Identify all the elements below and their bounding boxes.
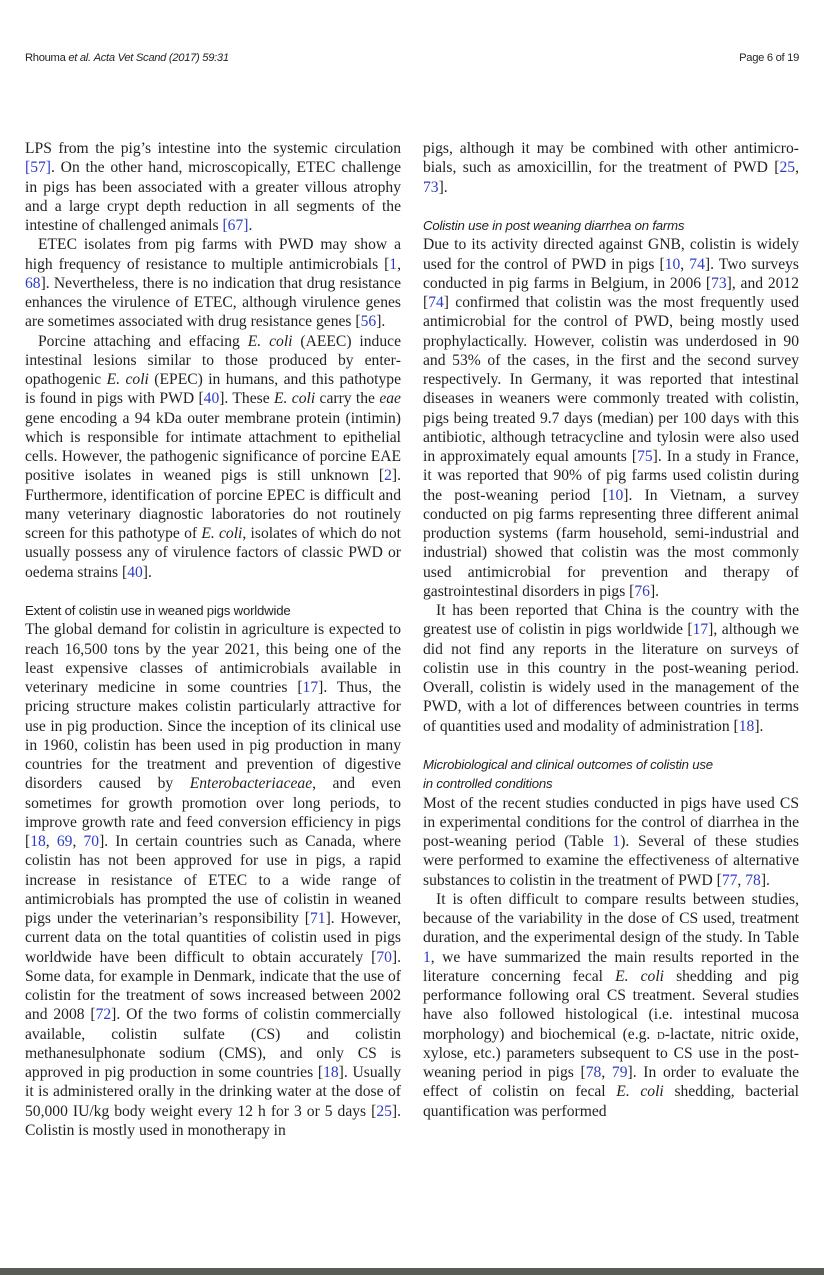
citation-link[interactable]: 69 bbox=[56, 833, 73, 850]
paragraph: It has been reported that China is the country with the greatest use of colistin in pigs worldwide [17], although we did not find any reports in the literature on surveys of colistin use in this country in the post-weaning period. Overall, colistin is widely used in the management of the PWD, with a lot of differences between countries in terms of quantities used and modality of administration [18]. bbox=[423, 602, 799, 735]
left-column bbox=[25, 139, 401, 1140]
paragraph: Most of the recent studies conducted in pigs have used CS in experimental conditions for the control of diarrhea in the post-weaning period (Table 1). Several of these studies were performed to examine the effectiveness of alternative substances to colistin in the treatment of PWD [77, 78]. bbox=[423, 794, 799, 889]
citation-link[interactable]: 17 bbox=[692, 621, 709, 639]
table-link[interactable]: 1 bbox=[423, 948, 431, 966]
citation-link[interactable]: 2 bbox=[384, 467, 392, 485]
citation-link[interactable]: 78 bbox=[585, 1064, 602, 1081]
section-gap bbox=[423, 736, 799, 755]
section-gap bbox=[25, 582, 401, 601]
citation-link[interactable]: 70 bbox=[83, 833, 100, 850]
citation-link[interactable]: 71 bbox=[309, 910, 326, 927]
running-head bbox=[25, 52, 799, 66]
paragraph: LPS from the pig’s intestine into the systemic circulation [57]. On the other hand, microscopically, ETEC challenge in pigs has been associated with a greater villous atrophy and a large crypt depth reduction in all segments of the intestine of challenged animals [67]. bbox=[25, 140, 401, 234]
citation-link[interactable]: 18 bbox=[323, 1064, 339, 1081]
paragraph: The global demand for colistin in agriculture is expected to reach 16,500 tons by the year 2021, this being one of the least expensive classes of antimicrobials available in veterinary medicine in some countries [17]. Thus, the pricing structure makes colistin particularly attractive for use in pig production. Since the inception of its clinical use in 1960, colistin has been used in pig production in many countries for the treatment and prevention of digestive disorders caused by Enterobacteriaceae, and even sometimes for growth promotion over long periods, to improve growth rate and feed conversion efficiency in pigs [18, 69, 70]. In certain countries such as Canada, where colistin has not been approved for use in pigs, a rapid increase in resistance of ETEC to a wide range of antimicrobials has prompted the use of colistin in weaned pigs under the veterinarian’s responsibility [71]. However, current data on the total quantities of colistin used in pigs worldwide have been difficult to obtain accurately [70]. Some data, for example in Denmark, indicate that the use of colistin for the treatment of sows increased between 2002 and 2008 [72]. Of the two forms of colistin commercially available, colistin sulfate (CS) and colistin methanesulphonate sodium (CMS), and only CS is approved in pig production in some countries [18]. Usually it is administered orally in the drinking water at the dose of 50,000 IU/kg body weight every 12 h for 3 or 5 days [25]. Colistin is mostly used in monotherapy in bbox=[25, 621, 402, 1139]
citation-link[interactable]: 68 bbox=[25, 274, 41, 292]
citation-link[interactable]: 10 bbox=[664, 255, 681, 273]
citation-link[interactable]: 18 bbox=[738, 717, 755, 735]
citation-link[interactable]: 70 bbox=[376, 948, 392, 966]
citation-link[interactable]: 40 bbox=[127, 563, 143, 581]
citation-link[interactable]: 56 bbox=[360, 313, 377, 331]
table-link[interactable]: 1 bbox=[612, 833, 621, 850]
page-number: Page 6 of 19 bbox=[739, 52, 799, 64]
citation-link[interactable]: [67] bbox=[222, 217, 249, 234]
citation-link[interactable]: 76 bbox=[634, 582, 650, 600]
viewer-bottom-bar bbox=[0, 1268, 824, 1275]
citation-link[interactable]: 1 bbox=[389, 255, 398, 273]
citation-link[interactable]: 79 bbox=[611, 1064, 628, 1081]
citation-link[interactable]: 77 bbox=[721, 871, 738, 889]
paragraph: It is often difficult to compare results between studies, because of the variability in the dose of CS used, treatment duration, and the experimental design of the study. In Table 1, we have summarized the main results reported in the literature concerning fecal E. coli shedding and pig performance following oral CS treatment. Several studies have also followed histological (i.e. intestinal mucosa morphology) and biochemical (e.g. d-lactate, nitric oxide, xylose, etc.) parameters subsequent to CS use in the post-weaning period in pigs [78, 79]. In order to evaluate the effect of colistin on fecal E. coli shedding, bacterial quantification was performed bbox=[423, 890, 800, 1120]
section-heading: Extent of colistin use in weaned pigs worldwide bbox=[25, 603, 291, 618]
paragraph: pigs, although it may be combined with other antimicrobials, such as amoxicillin, for the treatment of PWD [25, 73]. bbox=[423, 140, 799, 196]
right-column bbox=[423, 139, 799, 1121]
citation-link[interactable]: 18 bbox=[30, 833, 46, 850]
section-gap bbox=[423, 197, 799, 216]
citation-link[interactable]: 75 bbox=[637, 448, 653, 465]
paragraph: Due to its activity directed against GNB, colistin is widely used for the control of PWD in pigs [10, 74]. Two surveys conducted in pig farms in Belgium, in 2006 [73], and 2012 [74] confirmed that colistin was the most frequently used antimicrobial for the control of PWD, being mostly used prophylactically. However, colistin was underdosed in 90 and 53% of the cases, in the first and the second survey respectively. In Germany, it was reported that intestinal diseases in weaners were commonly treated with colistin, pigs being treated 9.7 days (median) per 100 days with this antibiotic, although tetracycline and tylosin were also used in approximately equal amounts [75]. In a study in France, it was reported that 90% of pig farms used colistin during the post-weaning period [10]. In Vietnam, a survey conducted on pig farms representing three different animal production systems (farm household, semi-industrial and industrial) showed that colistin was the most commonly used antimicrobial for prevention and therapy of gastrointestinal disorders in pigs [76]. bbox=[423, 236, 800, 600]
citation-link[interactable]: 78 bbox=[745, 871, 761, 889]
article-citation: Rhouma et al. Acta Vet Scand (2017) 59:31 bbox=[25, 52, 229, 64]
citation-link[interactable]: 74 bbox=[689, 255, 705, 273]
citation-link[interactable]: 25 bbox=[376, 1102, 392, 1120]
citation-link[interactable]: 72 bbox=[95, 1006, 112, 1024]
citation-link[interactable]: 73 bbox=[711, 274, 727, 292]
citation-link[interactable]: 74 bbox=[428, 294, 444, 311]
citation-link[interactable]: 17 bbox=[302, 679, 319, 696]
paragraph: ETEC isolates from pig farms with PWD may show a high frequency of resistance to multiple antimicrobials [1, 68]. Nevertheless, there is no indication that drug resistance enhances the virulence of ETEC, although virulence genes are sometimes associated with drug resistance genes [56]. bbox=[25, 236, 401, 331]
citation-link[interactable]: 73 bbox=[423, 178, 439, 196]
citation-link[interactable]: 10 bbox=[607, 486, 624, 504]
citation-link[interactable]: [57] bbox=[25, 159, 51, 177]
subsection-heading: Microbiological and clinical outcomes of colistin use in controlled conditions bbox=[423, 757, 713, 792]
subsection-heading: Colistin use in post weaning diarrhea on farms bbox=[423, 218, 685, 233]
paragraph: Porcine attaching and effacing E. coli (AEEC) induce intestinal lesions similar to those produced by enteropathogenic E. coli (EPEC) in humans, and this pathotype is found in pigs with PWD [40]. These E. coli carry the eae gene encoding a 94 kDa outer membrane protein (intimin) which is responsible for intimate attachment to epithelial cells. However, the pathogenic significance of porcine EAE positive isolates in weaned pigs is still unknown [2]. Furthermore, identification of porcine EPEC is difficult and many veterinary diagnostic laboratories do not routinely screen for this pathotype of E. coli, isolates of which do not usually possess any of virulence factors of classic PWD or oedema strains [40]. bbox=[25, 332, 401, 581]
citation-link[interactable]: 40 bbox=[203, 390, 220, 408]
citation-link[interactable]: 25 bbox=[779, 159, 796, 177]
